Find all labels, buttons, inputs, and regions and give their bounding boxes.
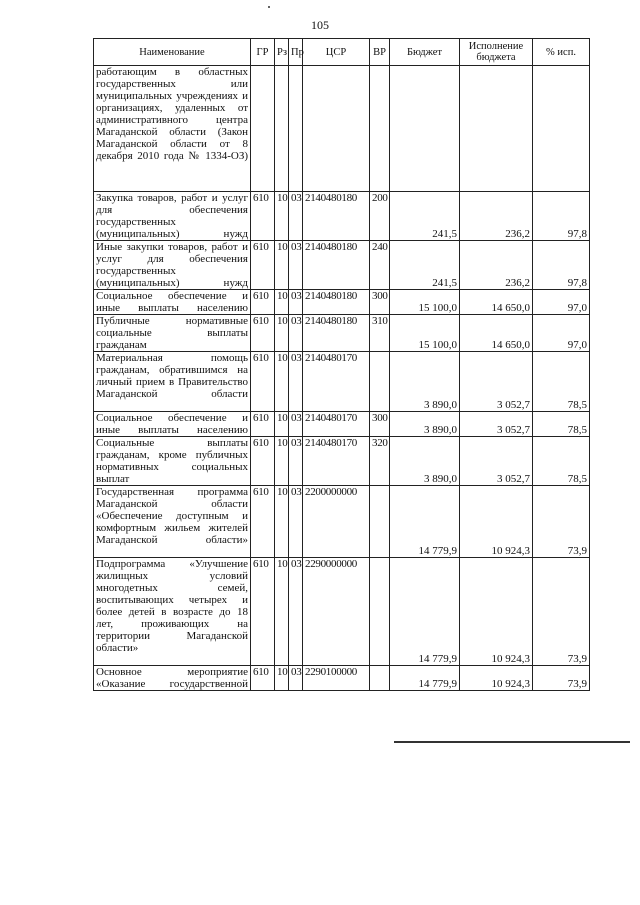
row-rz: 10 xyxy=(275,666,289,691)
header-percent: % исп. xyxy=(533,39,590,66)
row-rz xyxy=(275,66,289,192)
row-execution: 3 052,7 xyxy=(460,412,533,437)
row-name: Социальные выплаты гражданам, кроме публичных нормативных социальных выплат xyxy=(94,437,251,486)
row-gr: 610 xyxy=(251,486,275,558)
row-pr: 03 xyxy=(289,558,303,666)
row-execution: 236,2 xyxy=(460,241,533,290)
row-pr: 03 xyxy=(289,666,303,691)
row-pr: 03 xyxy=(289,315,303,352)
row-execution: 14 650,0 xyxy=(460,315,533,352)
row-pr xyxy=(289,66,303,192)
table-row xyxy=(94,66,590,192)
row-gr: 610 xyxy=(251,241,275,290)
row-budget: 14 779,9 xyxy=(390,486,460,558)
row-csr: 2200000000 xyxy=(303,486,370,558)
row-execution: 236,2 xyxy=(460,192,533,241)
row-vr: 200 xyxy=(370,192,390,241)
row-percent: 78,5 xyxy=(533,352,590,412)
header-budget: Бюджет xyxy=(390,39,460,66)
row-vr: 240 xyxy=(370,241,390,290)
row-vr xyxy=(370,558,390,666)
row-gr: 610 xyxy=(251,412,275,437)
table-header-row xyxy=(94,39,590,66)
header-gr: ГР xyxy=(251,39,275,66)
row-execution: 10 924,3 xyxy=(460,558,533,666)
row-name: Государственная программа Магаданской области «Обеспечение доступным и комфортным жильем жителей Магаданской области» xyxy=(94,486,251,558)
row-rz: 10 xyxy=(275,437,289,486)
row-gr xyxy=(251,66,275,192)
row-vr xyxy=(370,352,390,412)
table-row xyxy=(94,437,590,486)
table-row xyxy=(94,290,590,315)
table-row xyxy=(94,412,590,437)
row-percent: 97,0 xyxy=(533,315,590,352)
row-execution: 14 650,0 xyxy=(460,290,533,315)
budget-table xyxy=(93,38,590,691)
row-name: Закупка товаров, работ и услуг для обеспечения государственных (муниципальных) нужд xyxy=(94,192,251,241)
row-percent: 73,9 xyxy=(533,666,590,691)
table-row xyxy=(94,315,590,352)
row-csr xyxy=(303,66,370,192)
row-budget: 14 779,9 xyxy=(390,666,460,691)
row-pr: 03 xyxy=(289,290,303,315)
row-budget: 15 100,0 xyxy=(390,290,460,315)
row-name: Подпрограмма «Улучшение жилищных условий многодетных семей, воспитывающих четырех и более детей в возрасте до 18 лет, проживающих на территории Магаданской области» xyxy=(94,558,251,666)
row-vr: 300 xyxy=(370,290,390,315)
row-vr xyxy=(370,66,390,192)
header-pr: Пр xyxy=(289,39,303,66)
row-pr: 03 xyxy=(289,352,303,412)
row-gr: 610 xyxy=(251,437,275,486)
header-vr: ВР xyxy=(370,39,390,66)
table-row xyxy=(94,241,590,290)
header-rz: Рз xyxy=(275,39,289,66)
row-csr: 2140480170 xyxy=(303,437,370,486)
row-name: работающим в областных государственных или муниципальных учреждениях и организациях, удаленных от административного центра Магаданской области (Закон Магаданской области от 8 декабря 2010 года № 1334-ОЗ) xyxy=(94,66,251,192)
row-rz: 10 xyxy=(275,486,289,558)
row-budget xyxy=(390,66,460,192)
row-pr: 03 xyxy=(289,412,303,437)
row-name: Материальная помощь гражданам, обратившимся на личный прием в Правительство Магаданской области xyxy=(94,352,251,412)
row-percent: 73,9 xyxy=(533,558,590,666)
row-vr: 300 xyxy=(370,412,390,437)
table-row xyxy=(94,666,590,691)
row-name: Социальное обеспечение и иные выплаты населению xyxy=(94,412,251,437)
row-csr: 2290100000 xyxy=(303,666,370,691)
row-percent: 97,0 xyxy=(533,290,590,315)
footer-divider-line xyxy=(394,741,630,743)
row-rz: 10 xyxy=(275,241,289,290)
row-vr xyxy=(370,486,390,558)
row-pr: 03 xyxy=(289,192,303,241)
row-csr: 2140480170 xyxy=(303,352,370,412)
row-percent xyxy=(533,66,590,192)
row-execution: 3 052,7 xyxy=(460,437,533,486)
row-csr: 2140480180 xyxy=(303,290,370,315)
row-name: Социальное обеспечение и иные выплаты населению xyxy=(94,290,251,315)
row-pr: 03 xyxy=(289,437,303,486)
row-pr: 03 xyxy=(289,486,303,558)
row-csr: 2140480180 xyxy=(303,315,370,352)
row-rz: 10 xyxy=(275,315,289,352)
row-pr: 03 xyxy=(289,241,303,290)
row-name: Публичные нормативные социальные выплаты гражданам xyxy=(94,315,251,352)
row-budget: 3 890,0 xyxy=(390,412,460,437)
row-percent: 73,9 xyxy=(533,486,590,558)
row-rz: 10 xyxy=(275,558,289,666)
row-name: Иные закупки товаров, работ и услуг для обеспечения государственных (муниципальных) нужд xyxy=(94,241,251,290)
header-execution: Исполнение бюджета xyxy=(460,39,533,66)
row-budget: 14 779,9 xyxy=(390,558,460,666)
row-execution: 3 052,7 xyxy=(460,352,533,412)
row-gr: 610 xyxy=(251,352,275,412)
table-row xyxy=(94,486,590,558)
row-csr: 2290000000 xyxy=(303,558,370,666)
row-percent: 97,8 xyxy=(533,192,590,241)
row-budget: 241,5 xyxy=(390,241,460,290)
table-row xyxy=(94,558,590,666)
header-csr: ЦСР xyxy=(303,39,370,66)
row-vr: 320 xyxy=(370,437,390,486)
table-row xyxy=(94,192,590,241)
row-gr: 610 xyxy=(251,558,275,666)
row-percent: 78,5 xyxy=(533,437,590,486)
row-rz: 10 xyxy=(275,352,289,412)
row-csr: 2140480180 xyxy=(303,241,370,290)
page-number: 105 xyxy=(311,18,329,32)
row-gr: 610 xyxy=(251,666,275,691)
row-vr xyxy=(370,666,390,691)
row-csr: 2140480170 xyxy=(303,412,370,437)
row-execution xyxy=(460,66,533,192)
row-execution: 10 924,3 xyxy=(460,666,533,691)
table-row xyxy=(94,352,590,412)
row-rz: 10 xyxy=(275,412,289,437)
row-percent: 97,8 xyxy=(533,241,590,290)
row-gr: 610 xyxy=(251,192,275,241)
row-csr: 2140480180 xyxy=(303,192,370,241)
header-name: Наименование xyxy=(94,39,251,66)
row-budget: 15 100,0 xyxy=(390,315,460,352)
row-name: Основное мероприятие «Оказание государственной xyxy=(94,666,251,691)
row-budget: 3 890,0 xyxy=(390,352,460,412)
row-execution: 10 924,3 xyxy=(460,486,533,558)
row-budget: 241,5 xyxy=(390,192,460,241)
row-rz: 10 xyxy=(275,290,289,315)
row-rz: 10 xyxy=(275,192,289,241)
scan-artifact-dot xyxy=(268,6,270,8)
row-gr: 610 xyxy=(251,290,275,315)
row-gr: 610 xyxy=(251,315,275,352)
row-vr: 310 xyxy=(370,315,390,352)
row-percent: 78,5 xyxy=(533,412,590,437)
row-budget: 3 890,0 xyxy=(390,437,460,486)
